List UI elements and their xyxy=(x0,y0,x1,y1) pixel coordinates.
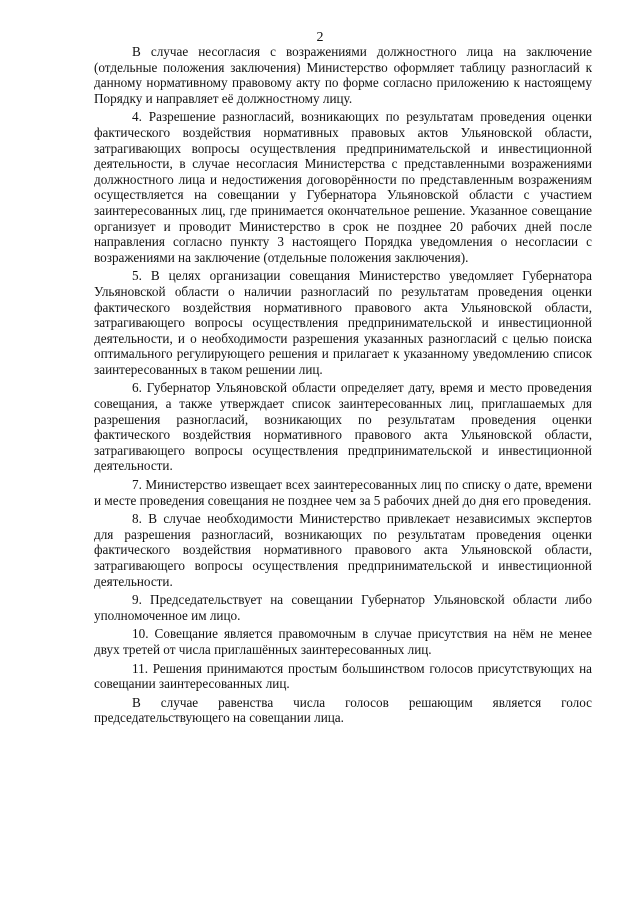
page-number: 2 xyxy=(316,30,324,45)
paragraph-tie-vote: В случае равенства числа голосов решающим является голос председательствующего на совещании лица. xyxy=(94,694,592,726)
paragraph-4: 4. Разрешение разногласий, возникающих по результатам проведения оценки фактического воздействия нормативных правовых актов Ульяновской области, затрагивающих вопросы осуществления предпринимательской и инвестиционной деятельности, в случае несогласия Министерства с представленными возражениями должностного лица и недостижения договорённости по представленным возражениям осуществляется на совещании у Губернатора Ульяновской области с участием заинтересованных лиц, где принимается окончательное решение. Указанное совещание организует и проводит Министерство в срок не позднее 20 рабочих дней после направления согласно пункту 3 настоящего Порядка уведомления о несогласии с возражениями на заключение (отдельные положения заключения). xyxy=(94,109,592,265)
paragraph-9: 9. Председательствует на совещании Губернатор Ульяновской области либо уполномоченное им лицо. xyxy=(94,592,592,623)
paragraph-7: 7. Министерство извещает всех заинтересованных лиц по списку о дате, времени и месте проведения совещания не позднее чем за 5 рабочих дней до дня его проведения. xyxy=(94,477,592,508)
paragraph-11: 11. Решения принимаются простым большинством голосов присутствующих на совещании заинтересованных лиц. xyxy=(94,660,592,692)
paragraph-disagreement-table: В случае несогласия с возражениями должностного лица на заключение (отдельные положения заключения) Министерство оформляет таблицу разногласий к данному нормативному правовому акту по форме согласно приложению к настоящему Порядку и направляет её должностному лицу. xyxy=(94,44,592,106)
paragraph-5: 5. В целях организации совещания Министерство уведомляет Губернатора Ульяновской области о наличии разногласий по результатам проведения оценки фактического воздействия нормативного правового акта Ульяновской области, затрагивающего вопросы осуществления предпринимательской и инвестиционной деятельности, и о необходимости разрешения указанных разногласий с целью поиска оптимального регулирующего решения и прилагает к указанному уведомлению список заинтересованных в таком решении лиц. xyxy=(94,268,592,377)
document-body xyxy=(94,44,592,729)
paragraph-10: 10. Совещание является правомочным в случае присутствия на нём не менее двух третей от числа приглашённых заинтересованных лиц. xyxy=(94,626,592,657)
paragraph-8: 8. В случае необходимости Министерство привлекает независимых экспертов для разрешения разногласий, возникающих по результатам проведения оценки фактического воздействия нормативного правового акта Ульяновской области, затрагивающего вопросы осуществления предпринимательской и инвестиционной деятельности. xyxy=(94,511,592,589)
paragraph-6: 6. Губернатор Ульяновской области определяет дату, время и место проведения совещания, а также утверждает список заинтересованных лиц, приглашаемых для разрешения разногласий, возникающих по результатам проведения оценки фактического воздействия нормативного правового акта Ульяновской области, затрагивающего вопросы осуществления предпринимательской и инвестиционной деятельности. xyxy=(94,380,592,474)
